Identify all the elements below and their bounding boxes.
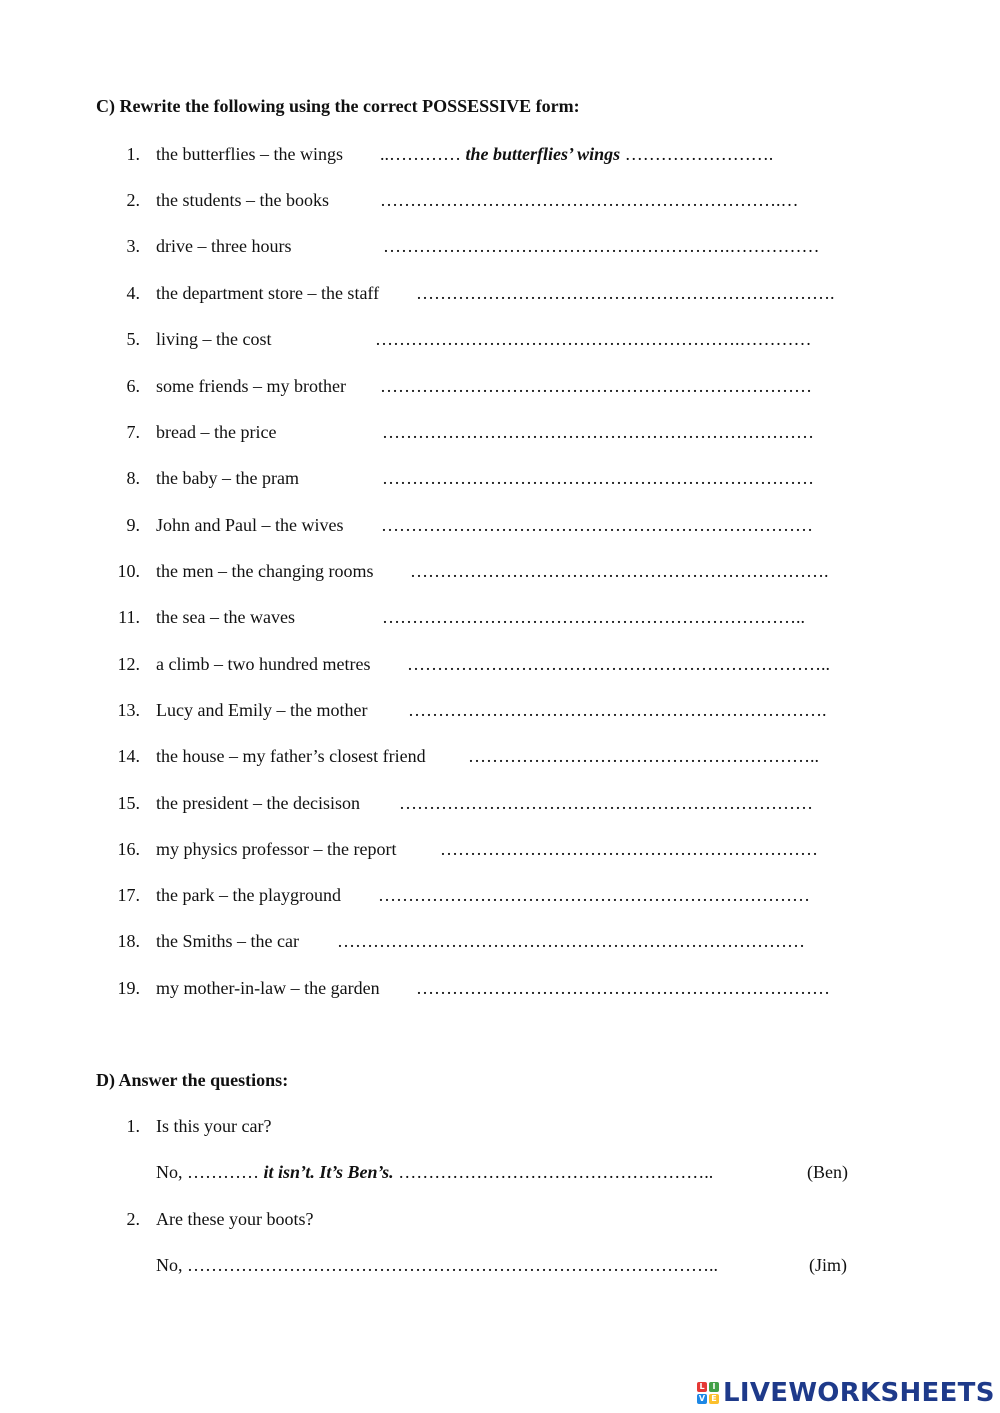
item-prompt: my mother-in-law – the garden xyxy=(156,978,380,998)
exercise-c-item xyxy=(0,976,1000,1000)
answer-line[interactable] xyxy=(468,744,819,768)
item-number: 15. xyxy=(117,793,140,813)
item-number: 6. xyxy=(126,376,140,396)
item-prompt: the president – the decisison xyxy=(156,793,360,813)
item-number: 1. xyxy=(126,1116,140,1136)
answer-lead: No, …………………………………………………………………………….. xyxy=(156,1255,718,1275)
item-prompt: the students – the books xyxy=(156,190,329,210)
liveworksheets-logo xyxy=(697,1376,995,1410)
answer-dots: ………………………………………………….. xyxy=(468,746,819,766)
exercise-c-item xyxy=(0,744,1000,768)
item-prompt: the house – my father’s closest friend xyxy=(156,746,426,766)
answer-line[interactable] xyxy=(440,837,818,861)
answer-dots: ……………………………………………………………. xyxy=(416,283,835,303)
item-number: 2. xyxy=(126,190,140,210)
answer-dots: ……………………………………………………………… xyxy=(382,468,814,488)
item-prompt: some friends – my brother xyxy=(156,376,346,396)
item-prompt: drive – three hours xyxy=(156,236,292,256)
answer-line[interactable] xyxy=(337,929,805,953)
exercise-c-item xyxy=(0,513,1000,537)
logo-square: V xyxy=(698,1394,706,1403)
item-number: 5. xyxy=(126,329,140,349)
exercise-c-item xyxy=(0,327,1000,351)
answer-line[interactable] xyxy=(380,374,812,398)
question-text: Is this your car? xyxy=(156,1116,272,1136)
answer-dots: …………………………………………….. xyxy=(393,1162,714,1182)
item-number: 16. xyxy=(117,839,140,859)
liveworksheets-logo-icon xyxy=(697,1382,719,1404)
answer-dots: ………………………………………………………….… xyxy=(380,190,799,210)
item-number: 19. xyxy=(117,978,140,998)
exercise-c-item xyxy=(0,466,1000,490)
answer-dots: ……………………………………………………… xyxy=(440,839,818,859)
answer-line[interactable] xyxy=(380,188,799,212)
answer-line[interactable] xyxy=(156,1253,718,1277)
item-number: 3. xyxy=(126,236,140,256)
exercise-c-item xyxy=(0,281,1000,305)
answer-dots-after: ……………………. xyxy=(620,144,774,164)
item-number: 2. xyxy=(126,1209,140,1229)
answer-dots: …………………………………………………….………… xyxy=(375,329,812,349)
exercise-c-item xyxy=(0,791,1000,815)
item-number: 10. xyxy=(117,561,140,581)
exercise-c-item xyxy=(0,559,1000,583)
section-c-heading: C) Rewrite the following using the correct POSSESSIVE form: xyxy=(96,96,580,116)
answer-line[interactable] xyxy=(416,281,835,305)
item-number: 1. xyxy=(126,144,140,164)
item-prompt: the Smiths – the car xyxy=(156,931,299,951)
answer-example: the butterflies’ wings xyxy=(465,144,621,164)
item-number: 7. xyxy=(126,422,140,442)
item-prompt: bread – the price xyxy=(156,422,277,442)
answer-lead: No, ………… xyxy=(156,1162,264,1182)
item-prompt: the butterflies – the wings xyxy=(156,144,343,164)
answer-dots: …………………………………………………………………… xyxy=(337,931,805,951)
answer-dots: ……………………………………………………………… xyxy=(382,422,814,442)
answer-line[interactable] xyxy=(382,605,805,629)
answer-dots: …………………………………………………………….. xyxy=(407,654,830,674)
item-prompt: John and Paul – the wives xyxy=(156,515,344,535)
item-prompt: the men – the changing rooms xyxy=(156,561,374,581)
answer-line[interactable] xyxy=(382,466,814,490)
exercise-d-answer xyxy=(0,1160,1000,1184)
item-prompt: living – the cost xyxy=(156,329,272,349)
answer-dots: ……………………………………………………………. xyxy=(410,561,829,581)
item-prompt: the park – the playground xyxy=(156,885,341,905)
answer-example: it isn’t. It’s Ben’s. xyxy=(263,1162,394,1182)
item-prompt: the department store – the staff xyxy=(156,283,380,303)
item-number: 11. xyxy=(118,607,140,627)
item-number: 9. xyxy=(126,515,140,535)
exercise-c-item xyxy=(0,837,1000,861)
exercise-c-item xyxy=(0,142,1000,166)
item-prompt: the sea – the waves xyxy=(156,607,295,627)
exercise-c-item xyxy=(0,652,1000,676)
answer-dots: ……………………………………………………………… xyxy=(381,515,813,535)
item-number: 14. xyxy=(117,746,140,766)
section-d-heading: D) Answer the questions: xyxy=(96,1070,289,1090)
question-text: Are these your boots? xyxy=(156,1209,314,1229)
exercise-c-item xyxy=(0,420,1000,444)
item-prompt: the baby – the pram xyxy=(156,468,299,488)
answer-line[interactable] xyxy=(399,791,813,815)
item-number: 17. xyxy=(117,885,140,905)
answer-name: (Jim) xyxy=(809,1255,847,1275)
answer-line[interactable] xyxy=(416,976,830,1000)
exercise-c-item xyxy=(0,929,1000,953)
exercise-c-item xyxy=(0,188,1000,212)
answer-line[interactable] xyxy=(378,883,810,907)
answer-line[interactable] xyxy=(156,1160,713,1184)
exercise-c-item xyxy=(0,374,1000,398)
exercise-c-item xyxy=(0,698,1000,722)
answer-line[interactable] xyxy=(408,698,827,722)
answer-dots: …………………………………………………………… xyxy=(416,978,830,998)
answer-dots: …………………………………………………………….. xyxy=(382,607,805,627)
item-number: 18. xyxy=(117,931,140,951)
answer-line[interactable] xyxy=(381,513,813,537)
answer-line[interactable] xyxy=(383,234,820,258)
exercise-d-question xyxy=(0,1114,1000,1138)
item-number: 8. xyxy=(126,468,140,488)
item-number: 13. xyxy=(117,700,140,720)
item-prompt: Lucy and Emily – the mother xyxy=(156,700,368,720)
answer-line[interactable] xyxy=(410,559,829,583)
exercise-d-question xyxy=(0,1207,1000,1231)
exercise-c-item xyxy=(0,605,1000,629)
answer-dots: …………………………………………………………… xyxy=(399,793,813,813)
item-prompt: my physics professor – the report xyxy=(156,839,397,859)
logo-square: E xyxy=(709,1394,719,1404)
item-number: 12. xyxy=(117,654,140,674)
logo-square: L xyxy=(697,1382,707,1392)
exercise-c-item xyxy=(0,234,1000,258)
exercise-d-answer xyxy=(0,1253,1000,1277)
logo-square: I xyxy=(709,1382,719,1392)
exercise-c-item xyxy=(0,883,1000,907)
answer-line[interactable] xyxy=(375,327,812,351)
answer-line[interactable] xyxy=(382,420,814,444)
answer-line[interactable] xyxy=(407,652,830,676)
answer-line[interactable] xyxy=(380,142,773,166)
answer-dots: ..………… xyxy=(380,144,466,164)
liveworksheets-logo-text: LIVEWORKSHEETS xyxy=(723,1378,995,1408)
item-prompt: a climb – two hundred metres xyxy=(156,654,371,674)
answer-name: (Ben) xyxy=(807,1162,848,1182)
answer-dots: ……………………………………………………………. xyxy=(408,700,827,720)
answer-dots: ……………………………………………………………… xyxy=(380,376,812,396)
answer-dots: ………………………………………………….…………… xyxy=(383,236,820,256)
answer-dots: ……………………………………………………………… xyxy=(378,885,810,905)
item-number: 4. xyxy=(126,283,140,303)
